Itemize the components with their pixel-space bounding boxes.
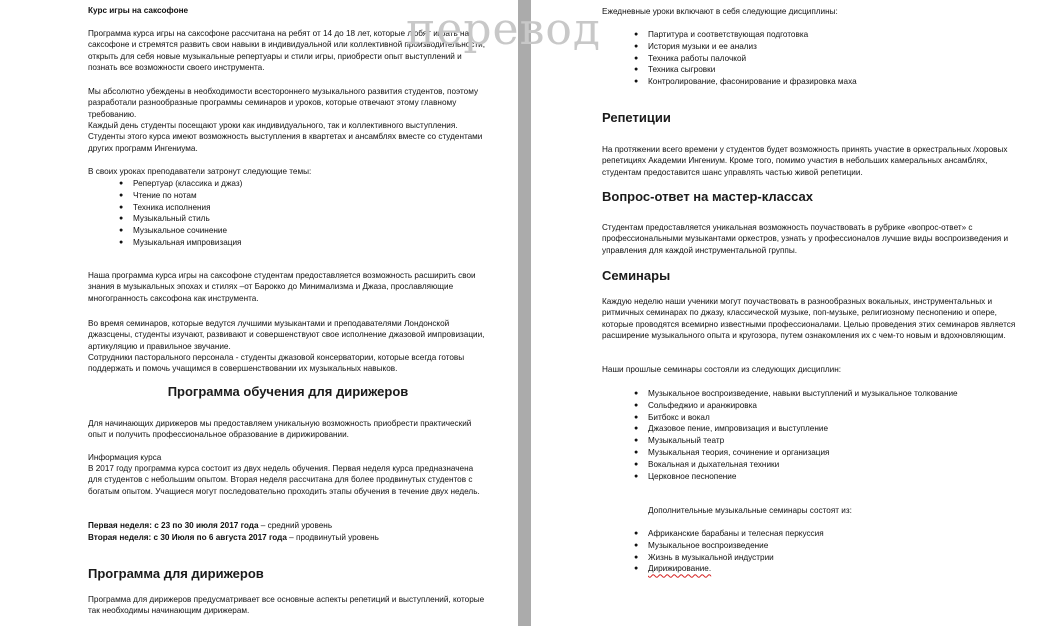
bullet-icon: ● — [634, 390, 639, 397]
paragraph-intro: Программа курса игры на саксофоне рассчитана на ребят от 14 до 18 лет, которые любят играть на саксофоне и стремятся развить свои навыки в индивидуальной или коллективной производительности, открыть для себя новые музыкальные репертуары и стили игры, приобрести опыт выступлений и познать все возможности своего инструмента. — [88, 29, 486, 72]
paragraph-styles: Наша программа курса игры на саксофоне студентам предоставляется возможность расширить свои знания в музыкальных эпохах и стилях –от Барокко до Минимализма и Джаза, прославляющие многогранность саксофона как инструмента. — [88, 271, 476, 303]
paragraph-seminars: Во время семинаров, которые ведутся лучшими музыкантами и преподавателями Лондонской джазсцены, студенты изучают, развивают и совершенствуют свое исполнение джазовой импровизации, артикуляцию и правильное звучание. — [88, 319, 485, 351]
heading-rehearsals: Репетиции — [602, 110, 671, 125]
past-seminars-intro: Наши прошлые семинары состояли из следующих дисциплин: — [602, 365, 842, 374]
bullet-icon: ● — [634, 31, 639, 38]
document-page-left — [0, 0, 518, 626]
info-label: Информация курса — [88, 453, 162, 462]
bullet-icon: ● — [634, 530, 639, 537]
paragraph-qa: Студентам предоставляется уникальная возможность поучаствовать в рубрике «вопрос-ответ» с профессиональными музыкантами оркестров, узнать у профессионалов лучшие виды воспроизведения и управления для каждой инструментальной группы. — [602, 223, 1009, 255]
extra-seminars-list — [634, 528, 1028, 575]
bullet-icon: ● — [119, 203, 124, 211]
week-one: Первая неделя: с 23 по 30 июля 2017 года – средний уровень — [88, 521, 333, 530]
bullet-icon: ● — [634, 425, 639, 433]
heading-conductors-training: Программа обучения для дирижеров — [167, 384, 409, 399]
bullet-icon: ● — [634, 437, 639, 445]
list-item: ● Джазовое пение, импровизация и выступление — [634, 424, 828, 434]
bullet-icon: ● — [119, 191, 124, 199]
bullet-icon: ● — [119, 180, 124, 187]
seminars-paragraph — [88, 318, 488, 374]
bullet-icon: ● — [634, 448, 639, 456]
paragraph-rehearsals: На протяжении всего времени у студентов будет возможность принять участие в оркестральных /хоровых репетициях Академии Ингениум. Кроме того, помимо участия в небольших камеральных ансамблях, студентам предоставится шанс управлять частью живой репетиции. — [602, 145, 1008, 177]
list-item: ● Репертуар (классика и джаз) — [119, 179, 243, 188]
heading-seminars: Семинары — [602, 268, 671, 283]
bullet-icon: ● — [634, 472, 639, 480]
bullet-icon: ● — [634, 54, 639, 62]
paragraph-conductors-intro: Для начинающих дирижеров мы предоставляем уникальную возможность приобрести практический опыт и получить профессиональное образование в дирижировании. — [88, 419, 472, 440]
list-item: ● Техника работы палочкой — [634, 53, 747, 63]
list-item: ● Музыкальное воспроизведение, навыки выступлений и музыкальное толкование — [634, 389, 958, 398]
disciplines-intro: Ежедневные уроки включают в себя следующие дисциплины: — [602, 7, 838, 16]
list-item: ● Музыкальный стиль — [119, 214, 210, 224]
list-item: ● Музыкальная импровизация — [119, 237, 242, 247]
list-item: ● Вокальная и дыхательная техники — [634, 459, 780, 469]
list-item: ● Сольфеджио и аранжировка — [634, 400, 757, 410]
bullet-icon: ● — [634, 42, 639, 50]
heading-conductors-program: Программа для дирижеров — [88, 566, 264, 581]
topics-intro: В своих уроках преподаватели затронут следующие темы: — [88, 167, 312, 176]
topics-list — [119, 178, 493, 249]
bullet-icon: ● — [119, 238, 124, 246]
week-two: Вторая неделя: с 30 Июля по 6 августа 2017 года – продвинутый уровень — [88, 533, 379, 542]
list-item: ● Музыкальная теория, сочинение и организация — [634, 447, 830, 457]
course-title: Курс игры на саксофоне — [88, 6, 189, 15]
list-item: ● Техника исполнения — [119, 202, 211, 212]
bullet-icon: ● — [634, 66, 639, 74]
list-item: ● История музыки и ее анализ — [634, 41, 757, 51]
bullet-icon: ● — [119, 227, 124, 235]
list-item: ● Техника сыгровки — [634, 65, 716, 75]
bullet-icon: ● — [634, 78, 639, 86]
paragraph-staff: Сотрудники пасторального персонала - студенты джазовой консерватории, которые всегда готовы поддержать и помочь учащимся в совершенствовании их музыкальных навыков. — [88, 352, 465, 374]
document-page-right — [531, 0, 1049, 626]
bullet-icon: ● — [634, 553, 639, 561]
list-item: ● Музыкальное воспроизведение — [634, 540, 769, 550]
list-item: ● Дирижирование. — [634, 564, 712, 574]
list-item: ● Партитура и соответствующая подготовка — [634, 30, 809, 39]
paragraph-course-info: В 2017 году программа курса состоит из двух недель обучения. Первая неделя курса предназначена для студентов с небольшим опытом. Вторая неделя рассчитана для более продвинутых студентов с богатым опытом. Учащиеся могут последовательно проходить этапы обучения в течение двух недель. — [88, 464, 480, 496]
disciplines-list — [634, 29, 1028, 88]
list-item: ● Церковное песнопение — [634, 471, 737, 481]
extra-seminars-intro: Дополнительные музыкальные семинары состоят из: — [648, 506, 852, 515]
list-item: ● Битбокс и вокал — [634, 412, 710, 422]
bullet-icon: ● — [634, 460, 639, 468]
list-item: ● Африканские барабаны и телесная перкуссия — [634, 529, 824, 538]
bullet-icon: ● — [634, 413, 639, 421]
list-item: ● Музыкальное сочинение — [119, 226, 228, 236]
paragraph-conductors-program: Программа для дирижеров предусматривает все основные аспекты репетиций и выступлений, которые так необходимы начинающим дирижерам. — [88, 595, 485, 616]
list-item: ● Чтение по нотам — [119, 190, 197, 200]
bullet-icon: ● — [119, 215, 124, 223]
bullet-icon: ● — [634, 541, 639, 549]
list-item: ● Жизнь в музыкальной индустрии — [634, 552, 774, 562]
heading-qa: Вопрос-ответ на мастер-классах — [602, 189, 813, 204]
past-seminars-list — [634, 388, 1028, 482]
list-item: ● Контролирование, фасонирование и фразировка маха — [634, 77, 857, 87]
paragraph-daily-lessons: Каждый день студенты посещают уроки как индивидуального, так и коллективного выступления. Студенты этого курса имеют возможность выступления в квартетах и ансамблях вместе со студентами других программ Ингениума. — [88, 121, 483, 153]
list-item: ● Музыкальный театр — [634, 436, 725, 446]
paragraph-development: Мы абсолютно убеждены в необходимости всестороннего музыкального развития студентов, поэтому разработали разнообразные программы семинаров и уроков, которые отвечают этому главному требованию. — [88, 87, 479, 119]
bullet-icon: ● — [634, 401, 639, 409]
paragraph-seminars-right: Каждую неделю наши ученики могут поучаствовать в разнообразных вокальных, инструментальных и ритмичных семинарах по джазу, классической музыке, поп-музыке, религиозному песнопению и опере, которые проводятся всемирно известными профессионалами. Целью проведения этих семинаров является расширение музыкального опыта и кругозора, путем ознакомления их с чем-то новым и вдохновляющим. — [602, 297, 1016, 340]
watermark-text: перевод — [406, 4, 601, 55]
bullet-icon: ● — [634, 565, 639, 573]
